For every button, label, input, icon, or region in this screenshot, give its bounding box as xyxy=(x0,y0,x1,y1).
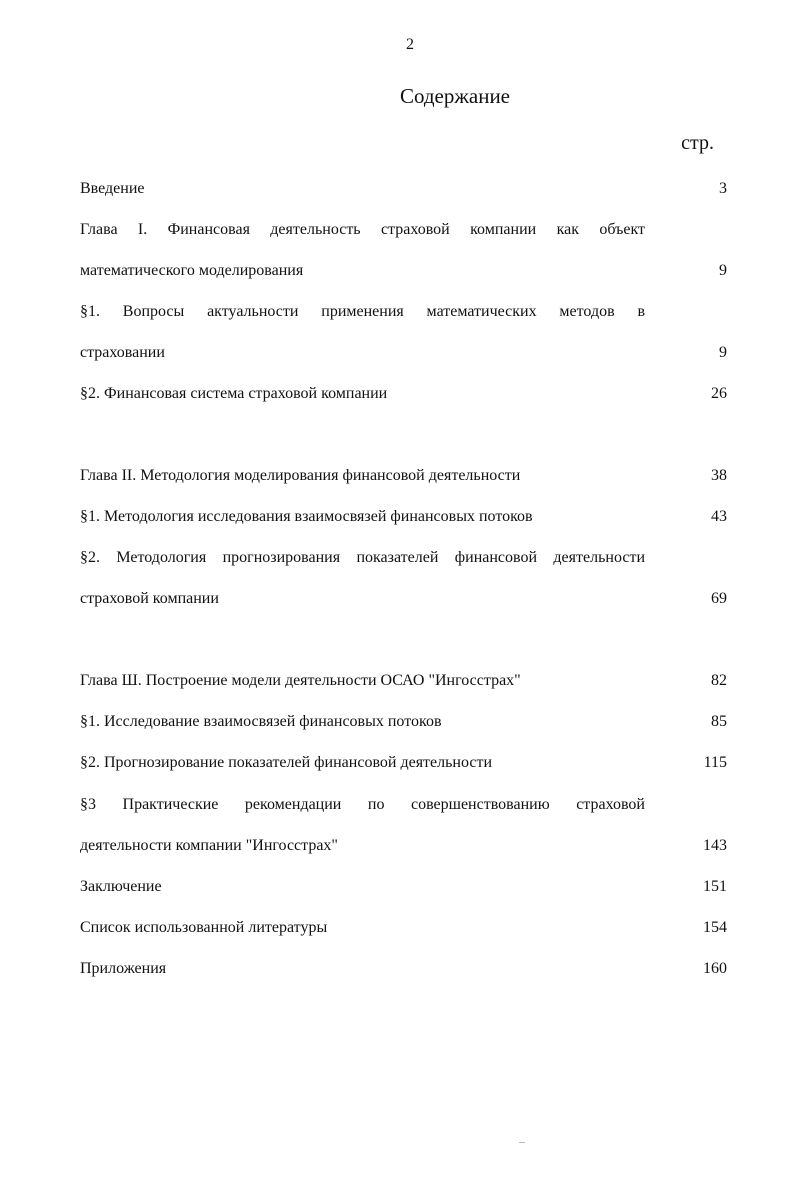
toc-page-chapter-1: 9 xyxy=(719,262,727,279)
toc-page-appendices: 160 xyxy=(703,960,727,977)
toc-page-ch3-sec2: 115 xyxy=(703,754,727,771)
toc-entry-ch3-sec1: §1. Исследование взаимосвязей финансовых потоков xyxy=(80,713,442,730)
toc-entry-ch2-sec2-line-2: страховой компании xyxy=(80,590,219,607)
toc-entry-introduction: Введение xyxy=(80,180,145,197)
toc-entry-ch3-sec2: §2. Прогнозирование показателей финансовой деятельности xyxy=(80,754,493,771)
toc-entry-ch1-sec1-line-2: страховании xyxy=(80,344,165,361)
toc-entry-chapter-2: Глава II. Методология моделирования финансовой деятельности xyxy=(80,467,521,484)
page-number: 2 xyxy=(406,36,414,53)
toc-page-chapter-2: 38 xyxy=(711,467,727,484)
toc-entry-chapter-3: Глава Ш. Построение модели деятельности ОСАО "Ингосстрах" xyxy=(80,672,521,689)
toc-page-bibliography: 154 xyxy=(703,919,727,936)
toc-page-ch2-sec2: 69 xyxy=(711,590,727,607)
toc-page-conclusion: 151 xyxy=(703,878,727,895)
toc-entry-ch2-sec1: §1. Методология исследования взаимосвязей финансовых потоков xyxy=(80,508,533,525)
toc-entry-chapter-1-line-2: математического моделирования xyxy=(80,262,304,279)
toc-title: Содержание xyxy=(399,84,511,108)
toc-entry-ch3-sec3-line-2: деятельности компании "Ингосстрах" xyxy=(80,837,338,854)
toc-entry-ch3-sec3-line-1: §3 Практические рекомендации по совершенствованию страховой xyxy=(80,796,645,813)
toc-entry-bibliography: Список использованной литературы xyxy=(80,919,328,936)
toc-page-ch1-sec1: 9 xyxy=(719,344,727,361)
toc-page-introduction: 3 xyxy=(719,180,727,197)
toc-page-chapter-3: 82 xyxy=(711,672,727,689)
toc-entry-chapter-1-line-1: Глава I. Финансовая деятельность страховой компании как объект xyxy=(80,221,645,238)
page-column-header: стр. xyxy=(681,132,714,154)
toc-page-ch2-sec1: 43 xyxy=(711,508,727,525)
toc-page-ch3-sec1: 85 xyxy=(711,713,727,730)
toc-entry-ch2-sec2-line-1: §2. Методология прогнозирования показателей финансовой деятельности xyxy=(80,549,645,566)
toc-entry-appendices: Приложения xyxy=(80,960,167,977)
toc-page-ch1-sec2: 26 xyxy=(711,385,727,402)
scan-speck xyxy=(519,1142,525,1143)
toc-page-ch3-sec3: 143 xyxy=(703,837,727,854)
toc-entry-ch1-sec2: §2. Финансовая система страховой компании xyxy=(80,385,388,402)
toc-entry-ch1-sec1-line-1: §1. Вопросы актуальности применения математических методов в xyxy=(80,303,645,320)
toc-entry-conclusion: Заключение xyxy=(80,878,162,895)
